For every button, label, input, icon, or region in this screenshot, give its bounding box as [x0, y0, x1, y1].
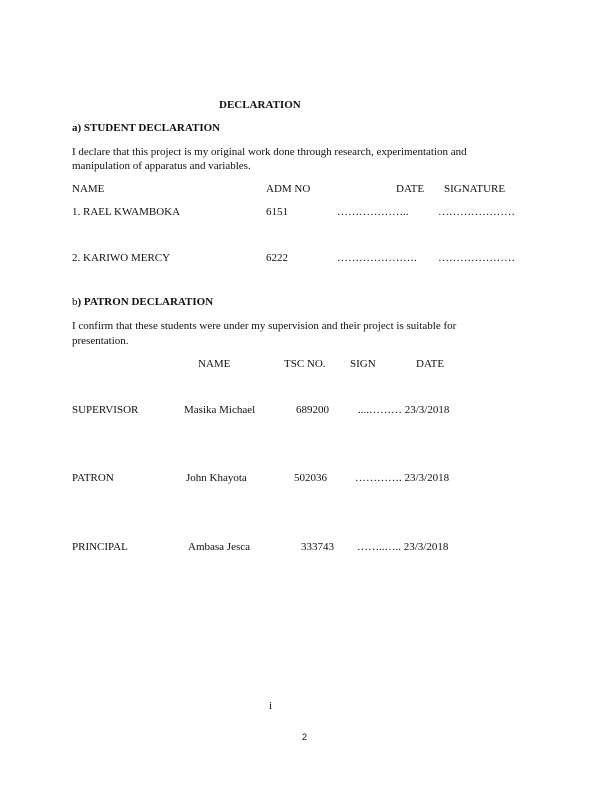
patron-heading	[72, 295, 213, 309]
patron-heading-prefix: b	[72, 296, 78, 308]
patron-header-tsc: TSC NO.	[284, 358, 326, 370]
patron-row-sign-date: ....……… 23/3/2018	[358, 404, 450, 416]
student-paragraph-line2: manipulation of apparatus and variables.	[72, 160, 251, 172]
patron-row-tsc: 502036	[294, 472, 327, 484]
patron-heading-text: ) PATRON DECLARATION	[77, 296, 214, 308]
patron-paragraph-line1: I confirm that these students were under my supervision and their project is suitable for	[72, 320, 457, 332]
student-row-adm: 6151	[266, 206, 288, 218]
page-number: 2	[302, 732, 308, 742]
patron-row-sign-date: …………. 23/3/2018	[355, 472, 450, 484]
page-title: DECLARATION	[219, 99, 301, 111]
patron-row-name: Masika Michael	[184, 404, 256, 416]
student-heading: a) STUDENT DECLARATION	[72, 122, 221, 134]
patron-row-role: PRINCIPAL	[72, 541, 128, 553]
student-header-name: NAME	[72, 183, 105, 195]
student-header-adm: ADM NO	[266, 183, 311, 195]
student-row-date: ………………….	[337, 252, 417, 264]
patron-row-role: SUPERVISOR	[72, 404, 139, 416]
patron-row-role: PATRON	[72, 472, 114, 484]
patron-row-tsc: 689200	[296, 404, 329, 416]
patron-row-name: John Khayota	[186, 472, 247, 484]
roman-page-number: i	[269, 700, 273, 712]
student-header-date: DATE	[396, 183, 425, 195]
patron-header-date: DATE	[416, 358, 445, 370]
patron-row-tsc: 333743	[301, 541, 334, 553]
student-paragraph-line1: I declare that this project is my original work done through research, experimentation and	[72, 146, 467, 158]
student-row-adm: 6222	[266, 252, 288, 264]
student-row-signature: …………………	[438, 206, 515, 218]
student-row-name: 1. RAEL KWAMBOKA	[72, 206, 181, 218]
patron-header-name: NAME	[198, 358, 231, 370]
patron-row-sign-date: ……..….. 23/3/2018	[357, 541, 449, 553]
student-row-signature: …………………	[438, 252, 515, 264]
patron-header-sign: SIGN	[350, 358, 376, 370]
patron-row-name: Ambasa Jesca	[188, 541, 251, 553]
patron-paragraph-line2: presentation.	[72, 335, 129, 347]
student-header-signature: SIGNATURE	[444, 183, 506, 195]
student-row-name: 2. KARIWO MERCY	[72, 252, 171, 264]
student-row-date: ………………..	[337, 206, 409, 218]
